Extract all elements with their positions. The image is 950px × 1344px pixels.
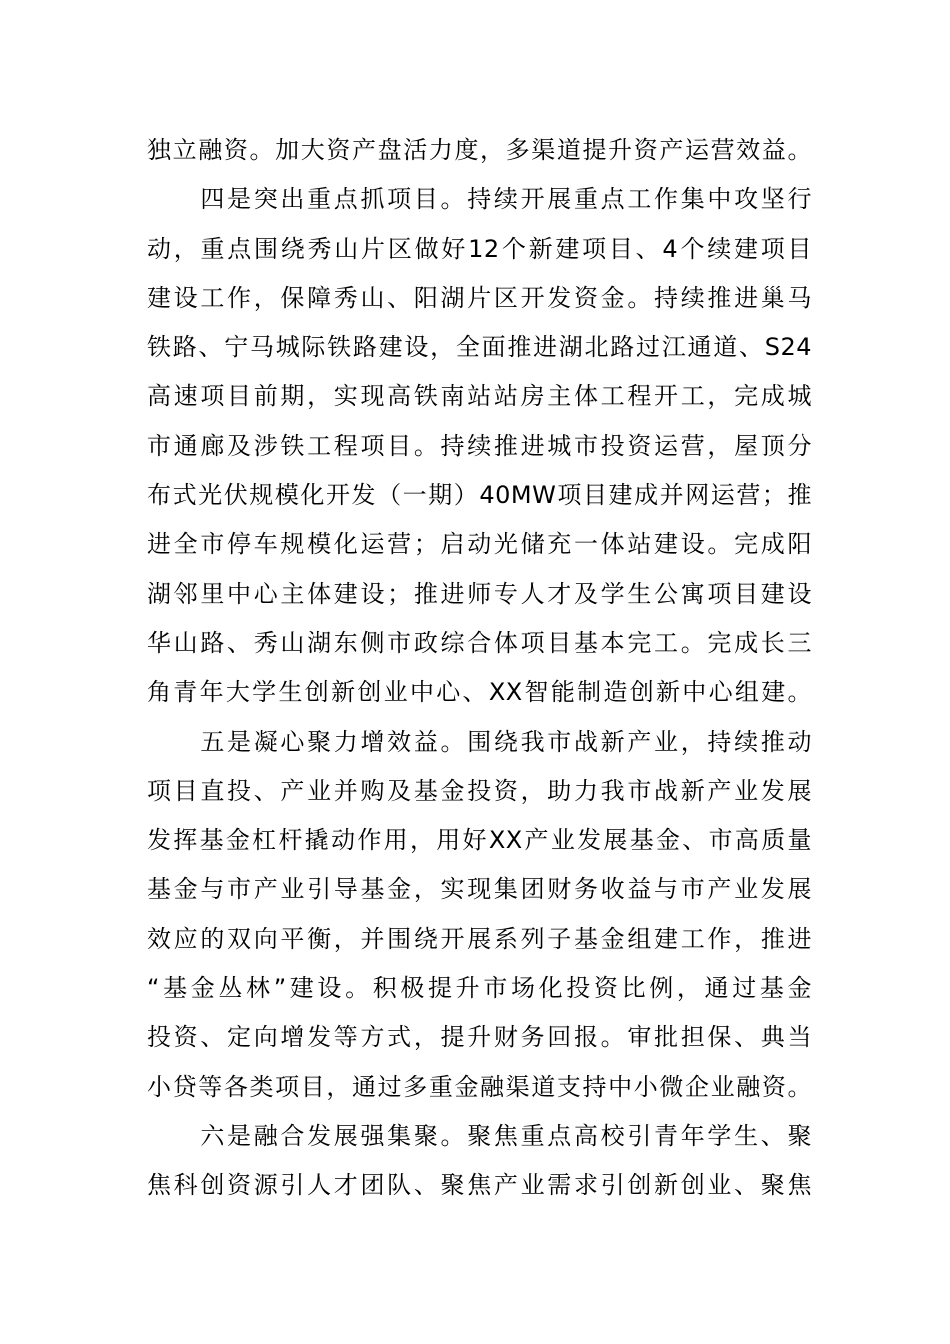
text-line: 高速项目前期，实现高铁南站站房主体工程开工，完成城 bbox=[147, 382, 812, 411]
text-line: 市通廊及涉铁工程项目。持续推进城市投资运营，屋顶分 bbox=[147, 431, 812, 460]
text-line: 基金与市产业引导基金，实现集团财务收益与市产业发展 bbox=[147, 875, 812, 904]
text-line: 华山路、秀山湖东侧市政综合体项目基本完工。完成长三 bbox=[147, 628, 812, 657]
text-line: 五是凝心聚力增效益。围绕我市战新产业，持续推动 bbox=[147, 727, 812, 756]
text-line: 独立融资。加大资产盘活力度，多渠道提升资产运营效益。 bbox=[147, 136, 812, 164]
document-body bbox=[147, 126, 812, 1211]
text-line: 效应的双向平衡，并围绕开展系列子基金组建工作，推进 bbox=[147, 924, 812, 953]
text-line: 布式光伏规模化开发（一期）40MW项目建成并网运营；推 bbox=[147, 481, 812, 510]
text-line: 进全市停车规模化运营；启动光储充一体站建设。完成阳 bbox=[147, 530, 812, 559]
text-line: 四是突出重点抓项目。持续开展重点工作集中攻坚行 bbox=[147, 185, 812, 214]
text-line: 项目直投、产业并购及基金投资，助力我市战新产业发展 bbox=[147, 776, 812, 805]
text-line: 角青年大学生创新创业中心、XX智能制造创新中心组建。 bbox=[147, 678, 812, 707]
text-line: 焦科创资源引人才团队、聚焦产业需求引创新创业、聚焦 bbox=[147, 1171, 812, 1200]
text-line: “基金丛林”建设。积极提升市场化投资比例，通过基金 bbox=[147, 974, 812, 1003]
text-line: 铁路、宁马城际铁路建设，全面推进湖北路过江通道、S24 bbox=[147, 333, 812, 362]
text-line: 小贷等各类项目，通过多重金融渠道支持中小微企业融资。 bbox=[147, 1072, 812, 1101]
text-line: 六是融合发展强集聚。聚焦重点高校引青年学生、聚 bbox=[147, 1121, 812, 1150]
text-line: 湖邻里中心主体建设；推进师专人才及学生公寓项目建设 bbox=[147, 579, 812, 608]
text-line: 发挥基金杠杆撬动作用，用好XX产业发展基金、市高质量 bbox=[147, 826, 812, 855]
text-line: 建设工作，保障秀山、阳湖片区开发资金。持续推进巢马 bbox=[147, 283, 812, 312]
text-line: 投资、定向增发等方式，提升财务回报。审批担保、典当 bbox=[147, 1023, 812, 1052]
text-line: 动，重点围绕秀山片区做好12个新建项目、4个续建项目 bbox=[147, 234, 812, 263]
